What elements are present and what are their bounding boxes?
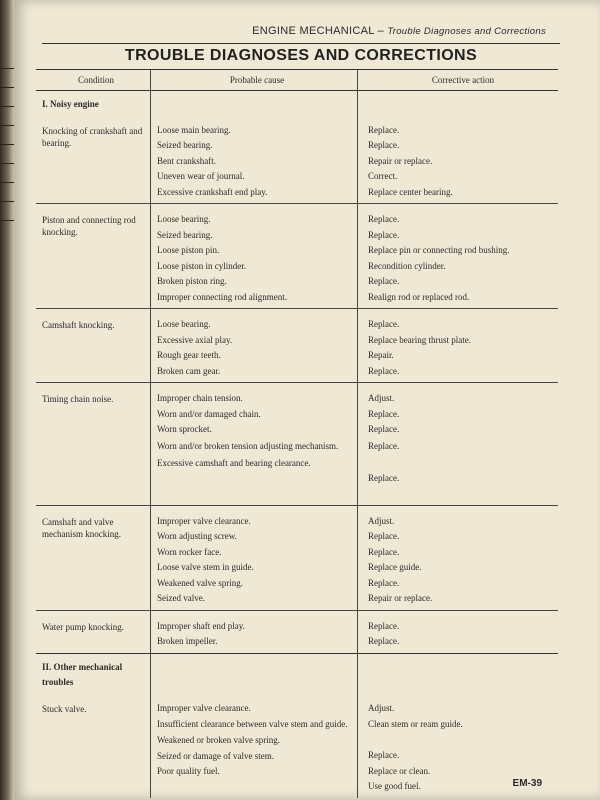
probable-cause: Loose valve stem in guide.	[157, 562, 254, 572]
running-head-separator: –	[374, 25, 388, 37]
section-heading-row	[36, 653, 558, 693]
probable-cause: Loose main bearing.	[157, 124, 231, 135]
probable-cause: Seized valve.	[157, 593, 205, 603]
condition-cell	[36, 383, 151, 506]
corrective-action: Replace or clean.	[368, 765, 431, 776]
probable-cause: Excessive crankshaft end play.	[157, 186, 268, 197]
condition-cell	[36, 204, 151, 309]
section-heading-spacer	[358, 653, 559, 693]
corrective-action: Replace bearing thrust plate.	[368, 334, 471, 345]
cause-cell	[151, 204, 358, 309]
condition-text: Stuck valve.	[42, 703, 87, 714]
table-row	[36, 204, 558, 309]
probable-cause: Excessive camshaft and bearing clearance.	[157, 457, 311, 468]
probable-cause: Weakened valve spring.	[157, 577, 243, 588]
corrective-action: Correct.	[368, 171, 398, 181]
corrective-action: Replace.	[368, 750, 400, 760]
corrective-action: Replace.	[368, 229, 400, 240]
table-row	[36, 505, 558, 610]
table-row	[36, 383, 558, 506]
column-header-action: Corrective action	[358, 70, 559, 91]
condition-cell	[36, 610, 151, 653]
probable-cause: Loose piston in cylinder.	[157, 260, 246, 271]
table-row	[36, 610, 558, 653]
cause-cell	[151, 115, 358, 204]
column-header-condition: Condition	[36, 70, 151, 91]
condition-text: Camshaft and valve mechanism knocking.	[42, 516, 121, 539]
edge-tabs	[0, 50, 14, 221]
probable-cause: Seized bearing.	[157, 229, 213, 240]
probable-cause: Broken piston ring.	[157, 276, 227, 286]
probable-cause: Improper shaft end play.	[157, 620, 245, 631]
probable-cause: Broken cam gear.	[157, 365, 221, 376]
condition-text: Timing chain noise.	[42, 394, 114, 404]
corrective-action: Replace.	[368, 214, 400, 224]
probable-cause: Worn and/or damaged chain.	[157, 408, 261, 419]
condition-cell	[36, 115, 151, 204]
corrective-action: Use good fuel.	[368, 781, 421, 791]
corrective-action: Replace.	[368, 636, 400, 646]
action-cell	[358, 115, 559, 204]
corrective-action: Repair.	[368, 350, 394, 360]
corrective-action: Replace.	[368, 472, 400, 483]
section-heading: II. Other mechanical troubles	[36, 653, 151, 693]
action-cell	[358, 610, 559, 653]
action-cell	[358, 383, 559, 506]
probable-cause: Worn adjusting screw.	[157, 531, 237, 541]
corrective-action: Replace.	[368, 140, 400, 150]
probable-cause: Insufficient clearance between valve stem and guide.	[157, 719, 348, 729]
section-heading-row	[36, 91, 558, 115]
corrective-action: Replace.	[368, 319, 400, 329]
probable-cause: Improper chain tension.	[157, 393, 243, 403]
probable-cause: Improper connecting rod alignment.	[157, 291, 287, 302]
probable-cause: Weakened or broken valve spring.	[157, 735, 280, 745]
section-heading-spacer	[151, 653, 358, 693]
corrective-action: Recondition cylinder.	[368, 260, 446, 271]
condition-text: Piston and connecting rod knocking.	[42, 215, 136, 237]
diagnosis-table-body	[36, 91, 558, 798]
action-cell	[358, 204, 559, 309]
probable-cause: Broken impeller.	[157, 636, 218, 646]
probable-cause: Loose bearing.	[157, 319, 211, 329]
table-row	[36, 693, 558, 798]
corrective-action: Clean stem or ream guide.	[368, 719, 463, 729]
header-rule	[42, 43, 560, 44]
corrective-action: Replace.	[368, 546, 400, 557]
probable-cause: Seized bearing.	[157, 140, 213, 150]
probable-cause: Bent crankshaft.	[157, 155, 216, 166]
section-heading: I. Noisy engine	[42, 99, 99, 109]
action-cell	[358, 505, 559, 610]
running-head	[252, 25, 546, 37]
cause-cell	[151, 309, 358, 383]
probable-cause: Worn sprocket.	[157, 424, 212, 434]
condition-cell	[36, 693, 151, 798]
corrective-action: Replace center bearing.	[368, 186, 453, 197]
corrective-action: Repair or replace.	[368, 155, 433, 166]
probable-cause: Uneven wear of journal.	[157, 171, 245, 181]
condition-text: Water pump knocking.	[42, 621, 125, 632]
action-cell	[358, 309, 559, 383]
cause-cell	[151, 693, 358, 798]
corrective-action: Realign rod or replaced rod.	[368, 291, 470, 302]
corrective-action: Replace.	[368, 408, 400, 419]
corrective-action: Replace.	[368, 620, 400, 631]
corrective-action: Adjust.	[368, 393, 395, 403]
section-heading-spacer	[151, 91, 358, 115]
column-header-cause: Probable cause	[151, 70, 358, 91]
corrective-action: Adjust.	[368, 515, 395, 526]
book-binding	[0, 0, 14, 800]
corrective-action: Replace.	[368, 577, 400, 588]
corrective-action: Replace.	[368, 424, 400, 434]
probable-cause: Excessive axial play.	[157, 334, 233, 345]
corrective-action: Replace.	[368, 531, 400, 541]
cause-cell	[151, 610, 358, 653]
diagnosis-table	[36, 69, 558, 798]
condition-cell	[36, 309, 151, 383]
condition-text: Camshaft knocking.	[42, 320, 115, 330]
table-row	[36, 309, 558, 383]
probable-cause: Seized or damage of valve stem.	[157, 750, 274, 761]
probable-cause: Poor quality fuel.	[157, 766, 220, 776]
manual-page	[14, 0, 600, 800]
cause-cell	[151, 383, 358, 506]
running-head-subsection: Trouble Diagnoses and Corrections	[387, 26, 546, 37]
corrective-action: Adjust.	[368, 702, 395, 713]
running-head-section: ENGINE MECHANICAL	[252, 25, 375, 37]
corrective-action: Replace guide.	[368, 562, 422, 572]
probable-cause: Improper valve clearance.	[157, 702, 251, 713]
probable-cause: Loose piston pin.	[157, 245, 220, 255]
corrective-action: Replace pin or connecting rod bushing.	[368, 245, 510, 255]
condition-cell	[36, 505, 151, 610]
table-row	[36, 115, 558, 204]
corrective-action: Replace.	[368, 124, 400, 135]
corrective-action: Replace.	[368, 365, 400, 376]
corrective-action: Replace.	[368, 276, 400, 286]
table-header-row	[36, 70, 558, 91]
corrective-action: Replace.	[368, 440, 400, 451]
page-number: EM-39	[512, 778, 542, 789]
probable-cause: Loose bearing.	[157, 214, 211, 224]
condition-text: Knocking of crankshaft and bearing.	[42, 125, 143, 148]
probable-cause: Improper valve clearance.	[157, 515, 251, 526]
probable-cause: Worn rocker face.	[157, 546, 222, 557]
probable-cause: Rough gear teeth.	[157, 350, 221, 360]
page-title: TROUBLE DIAGNOSES AND CORRECTIONS	[124, 47, 478, 64]
section-heading-spacer	[358, 91, 559, 115]
cause-cell	[151, 505, 358, 610]
corrective-action: Repair or replace.	[368, 593, 433, 603]
probable-cause: Worn and/or broken tension adjusting mechanism.	[157, 440, 339, 451]
